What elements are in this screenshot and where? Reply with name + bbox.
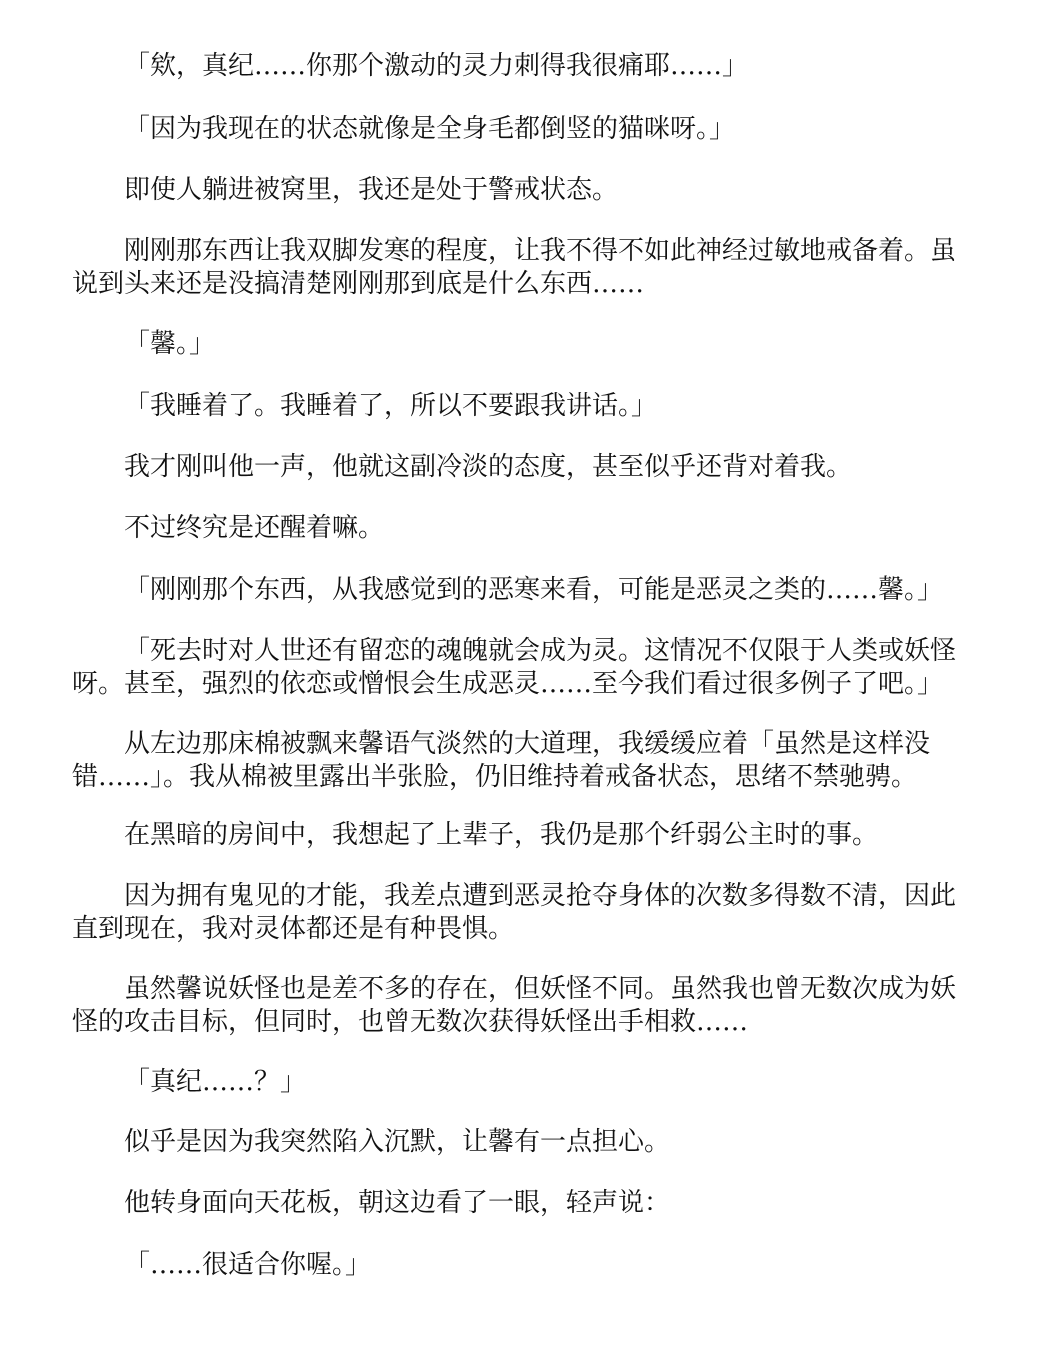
paragraph-3: 即使人躺进被窝里，我还是处于警戒状态。 xyxy=(124,175,619,205)
paragraph-1: 「欸，真纪……你那个激动的灵力刺得我很痛耶……」 xyxy=(124,51,749,81)
paragraph-4: 刚刚那东西让我双脚发寒的程度，让我不得不如此神经过敏地戒备着。虽说到头来还是没搞清楚刚刚那到底是什么东西…… xyxy=(72,236,957,299)
paragraph-11: 从左边那床棉被飘来馨语气淡然的大道理，我缓缓应着「虽然是这样没错……」。我从棉被里露出半张脸，仍旧维持着戒备状态，思绪不禁驰骋。 xyxy=(72,729,931,792)
paragraph-9: 「刚刚那个东西，从我感觉到的恶寒来看，可能是恶灵之类的……馨。」 xyxy=(124,575,944,605)
paragraph-14: 虽然馨说妖怪也是差不多的存在，但妖怪不同。虽然我也曾无数次成为妖怪的攻击目标，但同时，也曾无数次获得妖怪出手相救…… xyxy=(72,974,957,1037)
paragraph-5: 「馨。」 xyxy=(124,329,216,359)
paragraph-18: 「……很适合你喔。」 xyxy=(124,1250,372,1280)
paragraph-2: 「因为我现在的状态就像是全身毛都倒竖的猫咪呀。」 xyxy=(124,114,736,144)
paragraph-15: 「真纪……？」 xyxy=(124,1067,307,1097)
paragraph-6: 「我睡着了。我睡着了，所以不要跟我讲话。」 xyxy=(124,391,658,421)
paragraph-8: 不过终究是还醒着嘛。 xyxy=(124,513,385,543)
paragraph-17: 他转身面向天花板，朝这边看了一眼，轻声说： xyxy=(124,1188,671,1218)
paragraph-13: 因为拥有鬼见的才能，我差点遭到恶灵抢夺身体的次数多得数不清，因此直到现在，我对灵体都还是有种畏惧。 xyxy=(72,881,957,944)
paragraph-12: 在黑暗的房间中，我想起了上辈子，我仍是那个纤弱公主时的事。 xyxy=(124,820,879,850)
paragraph-7: 我才刚叫他一声，他就这副冷淡的态度，甚至似乎还背对着我。 xyxy=(124,452,853,482)
paragraph-10: 「死去时对人世还有留恋的魂魄就会成为灵。这情况不仅限于人类或妖怪呀。甚至，强烈的依恋或憎恨会生成恶灵……至今我们看过很多例子了吧。」 xyxy=(72,636,957,699)
paragraph-16: 似乎是因为我突然陷入沉默，让馨有一点担心。 xyxy=(124,1127,671,1157)
